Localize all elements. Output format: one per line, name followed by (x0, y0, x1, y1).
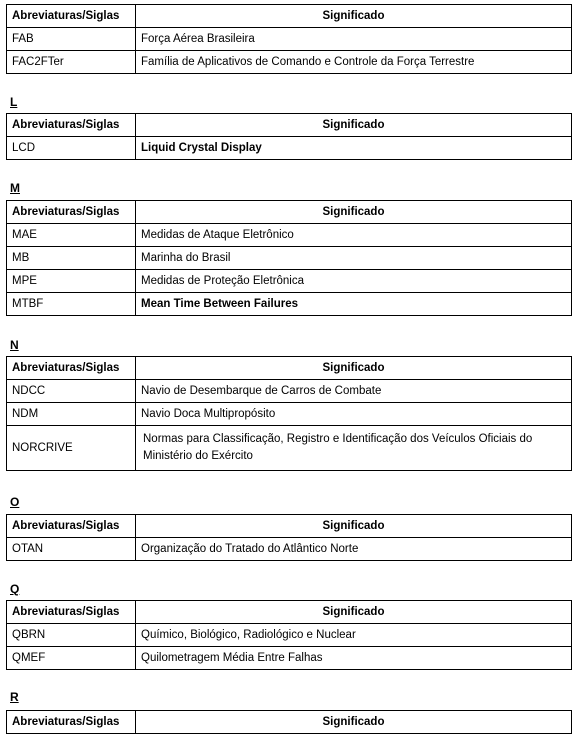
header-abbreviations: Abreviaturas/Siglas (7, 711, 136, 734)
section-heading-q: Q (10, 582, 20, 596)
table-row (7, 538, 572, 561)
table-header-row (7, 711, 572, 734)
section-heading-m: M (10, 181, 20, 195)
abbr-cell: OTAN (7, 538, 136, 561)
acronym-table-n (6, 356, 572, 471)
header-abbreviations: Abreviaturas/Siglas (7, 357, 136, 380)
section-heading-n: N (10, 338, 19, 352)
meaning-cell: Força Aérea Brasileira (136, 28, 572, 51)
acronym-table-r (6, 710, 572, 734)
meaning-cell: Família de Aplicativos de Comando e Controle da Força Terrestre (136, 51, 572, 74)
header-meaning: Significado (136, 601, 572, 624)
table-row (7, 380, 572, 403)
meaning-cell: Navio de Desembarque de Carros de Combate (136, 380, 572, 403)
meaning-cell: Quilometragem Média Entre Falhas (136, 647, 572, 670)
table-row (7, 270, 572, 293)
header-meaning: Significado (136, 5, 572, 28)
table-header-row (7, 357, 572, 380)
meaning-cell: Medidas de Proteção Eletrônica (136, 270, 572, 293)
header-abbreviations: Abreviaturas/Siglas (7, 5, 136, 28)
meaning-cell: Mean Time Between Failures (136, 293, 572, 316)
meaning-cell: Químico, Biológico, Radiológico e Nuclear (136, 624, 572, 647)
table-row (7, 28, 572, 51)
meaning-cell: Liquid Crystal Display (136, 137, 572, 160)
table-row (7, 647, 572, 670)
abbr-cell: MAE (7, 224, 136, 247)
table-header-row (7, 114, 572, 137)
header-abbreviations: Abreviaturas/Siglas (7, 114, 136, 137)
table-header-row (7, 201, 572, 224)
meaning-cell: Medidas de Ataque Eletrônico (136, 224, 572, 247)
acronym-table-o (6, 514, 572, 561)
abbr-cell: NORCRIVE (7, 426, 136, 471)
acronym-table-continued (6, 4, 572, 74)
acronym-table-l (6, 113, 572, 160)
table-row (7, 426, 572, 471)
table-row (7, 293, 572, 316)
table-row (7, 403, 572, 426)
meaning-cell: Marinha do Brasil (136, 247, 572, 270)
abbr-cell: MTBF (7, 293, 136, 316)
meaning-cell: Organização do Tratado do Atlântico Norte (136, 538, 572, 561)
header-meaning: Significado (136, 515, 572, 538)
abbr-cell: MB (7, 247, 136, 270)
header-meaning: Significado (136, 357, 572, 380)
acronym-table-m (6, 200, 572, 316)
header-abbreviations: Abreviaturas/Siglas (7, 201, 136, 224)
section-heading-l: L (10, 95, 18, 109)
abbr-cell: QMEF (7, 647, 136, 670)
abbr-cell: LCD (7, 137, 136, 160)
table-row (7, 624, 572, 647)
table-header-row (7, 601, 572, 624)
abbr-cell: MPE (7, 270, 136, 293)
header-meaning: Significado (136, 201, 572, 224)
section-heading-o: O (10, 495, 20, 509)
header-abbreviations: Abreviaturas/Siglas (7, 515, 136, 538)
abbr-cell: FAC2FTer (7, 51, 136, 74)
table-header-row (7, 515, 572, 538)
table-row (7, 51, 572, 74)
header-abbreviations: Abreviaturas/Siglas (7, 601, 136, 624)
meaning-cell: Normas para Classificação, Registro e Identificação dos Veículos Oficiais do Ministério do Exército (136, 426, 572, 471)
table-row (7, 137, 572, 160)
abbr-cell: FAB (7, 28, 136, 51)
header-meaning: Significado (136, 114, 572, 137)
table-header-row (7, 5, 572, 28)
abbr-cell: NDM (7, 403, 136, 426)
meaning-cell: Navio Doca Multipropósito (136, 403, 572, 426)
table-row (7, 224, 572, 247)
abbr-cell: NDCC (7, 380, 136, 403)
table-row (7, 247, 572, 270)
section-heading-r: R (10, 690, 19, 704)
abbr-cell: QBRN (7, 624, 136, 647)
header-meaning: Significado (136, 711, 572, 734)
acronym-table-q (6, 600, 572, 670)
